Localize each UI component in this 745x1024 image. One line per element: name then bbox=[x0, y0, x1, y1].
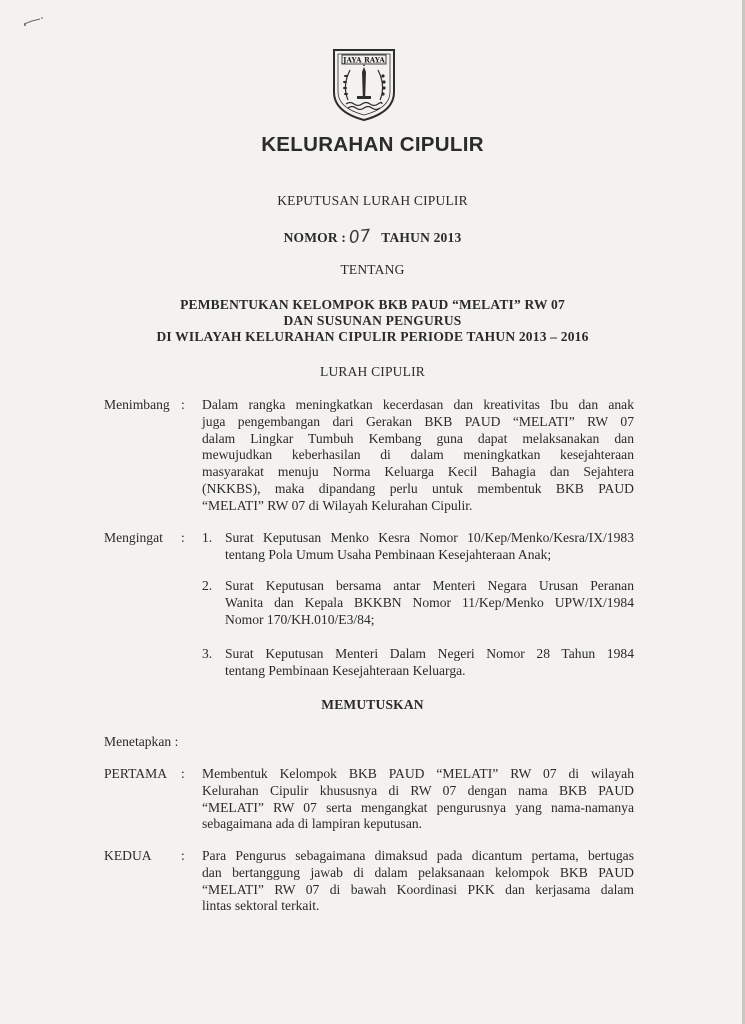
item-number: 3. bbox=[202, 646, 213, 661]
item-line: Surat Keputusan Menko Kesra Nomor 10/Kep/Menko/Kesra/IX/1983 bbox=[225, 530, 634, 545]
menimbang-label: Menimbang bbox=[104, 397, 170, 412]
decree-number-line bbox=[0, 227, 745, 247]
item-line: Surat Keputusan bersama antar Menteri Negara Urusan Peranan bbox=[225, 578, 634, 593]
tahun-label: TAHUN 2013 bbox=[381, 230, 462, 245]
tentang-heading: TENTANG bbox=[340, 262, 405, 277]
menimbang-line: masyarakat menuju Norma Keluarga Kecil Bahagia dan Sejahtera bbox=[202, 464, 634, 480]
subject-line-2: DAN SUSUNAN PENGURUS bbox=[283, 313, 462, 328]
kedua-line: lintas sektoral terkait. bbox=[202, 898, 320, 914]
kedua-line: “MELATI” RW 07 di bawah Koordinasi PKK dan kerjasama dalam bbox=[202, 881, 634, 897]
item-number: 1. bbox=[202, 530, 213, 545]
menimbang-line: (NKKBS), maka dipandang perlu untuk membentuk BKB PAUD bbox=[202, 480, 634, 496]
handwritten-number: 07 bbox=[348, 225, 373, 249]
mengingat-item-2 bbox=[202, 578, 634, 628]
menimbang-line: dalam Lingkar Tumbuh Kembang guna dapat melaksanakan dan bbox=[202, 430, 634, 446]
pertama-label: PERTAMA bbox=[104, 766, 168, 781]
pertama-line: “MELATI” RW 07 serta mengangkat pengurusnya yang nama-namanya bbox=[202, 799, 634, 815]
pertama-colon: : bbox=[181, 766, 185, 781]
dki-jakarta-emblem-icon bbox=[330, 46, 398, 122]
kedua-line: dan bertanggung jawab di dalam pelaksanaan kelompok BKB PAUD bbox=[202, 864, 634, 880]
mengingat-label: Mengingat bbox=[104, 530, 163, 545]
memutuskan-heading: MEMUTUSKAN bbox=[321, 697, 424, 712]
menetapkan-label: Menetapkan : bbox=[104, 734, 179, 749]
item-number: 2. bbox=[202, 578, 213, 593]
item-line: Surat Keputusan Menteri Dalam Negeri Nomor 28 Tahun 1984 bbox=[225, 646, 634, 661]
organization-name: KELURAHAN CIPULIR bbox=[261, 133, 484, 156]
item-line: tentang Pola Umum Usaha Pembinaan Kesejahteraan Anak; bbox=[225, 546, 552, 562]
menimbang-line: mewujudkan keberhasilan di dalam meningkatkan kesejahteraan bbox=[202, 447, 634, 463]
kedua-colon: : bbox=[181, 848, 185, 863]
item-line: Nomor 170/KH.010/E3/84; bbox=[225, 611, 375, 627]
subject-line-1: PEMBENTUKAN KELOMPOK BKB PAUD “MELATI” RW 07 bbox=[180, 297, 565, 312]
item-line: Wanita dan Kepala BKKBN Nomor 11/Kep/Menko UPW/IX/1984 bbox=[225, 594, 634, 610]
issuer-heading: LURAH CIPULIR bbox=[320, 364, 425, 379]
pertama-paragraph bbox=[202, 766, 634, 833]
pertama-line: Membentuk Kelompok BKB PAUD “MELATI” RW 07 di wilayah bbox=[202, 766, 634, 781]
menimbang-line: juga pengembangan dari Gerakan BKB PAUD “MELATI” RW 07 bbox=[202, 413, 634, 429]
scan-mark bbox=[22, 14, 48, 28]
mengingat-item-1 bbox=[202, 530, 634, 564]
decree-title: KEPUTUSAN LURAH CIPULIR bbox=[277, 193, 468, 208]
menimbang-paragraph bbox=[202, 397, 634, 515]
pertama-line: Kelurahan Cipulir khususnya di RW 07 dengan nama BKB PAUD bbox=[202, 782, 634, 798]
nomor-label: NOMOR : bbox=[283, 230, 347, 245]
pertama-line: sebagaimana ada di lampiran keputusan. bbox=[202, 816, 423, 832]
mengingat-item-3 bbox=[202, 646, 634, 680]
menimbang-colon: : bbox=[181, 397, 185, 412]
mengingat-colon: : bbox=[181, 530, 185, 545]
subject-line-3: DI WILAYAH KELURAHAN CIPULIR PERIODE TAHUN 2013 – 2016 bbox=[156, 329, 589, 344]
kedua-paragraph bbox=[202, 848, 634, 915]
menimbang-line: Dalam rangka meningkatkan kecerdasan dan kreativitas Ibu dan anak bbox=[202, 397, 634, 412]
menimbang-line: “MELATI” RW 07 di Wilayah Kelurahan Cipulir. bbox=[202, 497, 473, 513]
kedua-label: KEDUA bbox=[104, 848, 152, 863]
item-line: tentang Pembinaan Kesejahteraan Keluarga. bbox=[225, 662, 466, 678]
emblem-motto: JAYA RAYA bbox=[343, 55, 385, 65]
kedua-line: Para Pengurus sebagaimana dimaksud pada dicantum pertama, bertugas bbox=[202, 848, 634, 863]
